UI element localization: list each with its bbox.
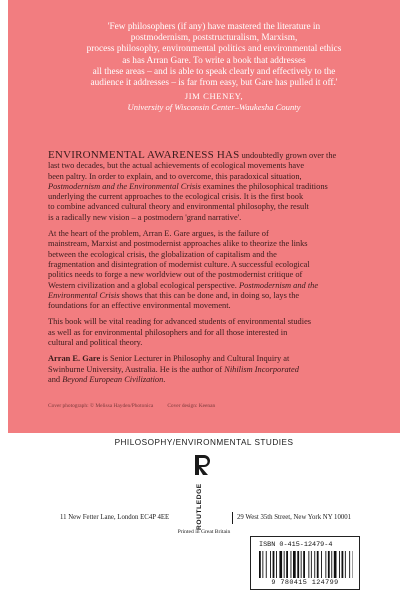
barcode-digits: 9 780415 124799 — [271, 579, 339, 587]
quote-attribution: JIM CHENEY, — [184, 91, 244, 102]
blurb-line: as well as for environmental philosophers and for all those interested in — [48, 327, 288, 337]
blurb-text: . — [163, 374, 166, 384]
blurb-line: last two decades, but the actual achievements of ecological movements have — [48, 161, 305, 171]
publisher-address-london: 11 New Fetter Lane, London EC4P 4EE — [60, 514, 170, 521]
blurb-text: shows that this can be done and, in doing so, lays the — [119, 290, 300, 300]
blurb-lead: ENVIRONMENTAL AWARENESS HAS — [48, 149, 240, 161]
barcode-bar — [317, 551, 319, 578]
design-credit: Cover design: Keenan — [167, 403, 216, 409]
barcode-bar — [293, 551, 296, 578]
barcode-bar — [273, 551, 275, 578]
barcode-bar — [303, 551, 305, 578]
barcode-bar — [328, 551, 330, 578]
barcode-bar — [331, 551, 332, 578]
book-title: Environmental Crisis — [48, 290, 120, 300]
photo-credit: Cover photograph: © Melissa Hayden/Photonica — [48, 403, 154, 409]
barcode-bar — [276, 551, 277, 578]
isbn-number: ISBN 0-415-12479-4 — [259, 541, 333, 549]
blurb-text: undoubtedly grown over the — [239, 151, 337, 160]
book-title: Postmodernism and the — [238, 280, 319, 290]
isbn-barcode — [250, 536, 360, 590]
blurb-line — [48, 182, 378, 192]
blurb-line: mainstream, Marxist and postmodernist approaches alike to theorize the links — [48, 239, 308, 249]
blurb-line: is a radically new vision – a postmodern 'grand narrative'. — [48, 212, 242, 222]
address-divider — [232, 512, 233, 524]
blurb-line — [48, 354, 378, 364]
quote-line: all these areas – and is able to speak clearly and effectively to the — [92, 66, 336, 77]
blurb-line — [48, 375, 378, 385]
printed-in: Printed in Great Britain — [177, 529, 231, 535]
quote-line: process philosophy, environmental politics and environmental ethics — [86, 44, 342, 55]
blurb-line: politics needs to forge a new worldview out of the postmodernist critique of — [48, 270, 303, 280]
blurb-line: between the ecological crisis, the globalization of capitalism and the — [48, 249, 277, 259]
blurb-line — [48, 365, 378, 375]
blurb-text: and — [48, 374, 63, 384]
back-cover — [8, 0, 400, 600]
subject-category: PHILOSOPHY/ENVIRONMENTAL STUDIES — [114, 438, 294, 447]
endorsement-quote — [70, 22, 358, 114]
barcode-bar — [345, 551, 346, 578]
barcode-bar — [297, 551, 299, 578]
book-title: Beyond European Civilization — [62, 374, 164, 384]
barcode-bars — [257, 551, 353, 578]
blurb-paragraph-audience — [48, 317, 378, 348]
blurb-line: to combine advanced cultural theory and environmental philosophy, the result — [48, 202, 309, 212]
barcode-bar — [262, 551, 263, 578]
blurb-text: is Senior Lecturer in Philosophy and Cultural Inquiry at — [100, 354, 290, 364]
barcode-bar — [334, 551, 337, 578]
blurb-text: Swinburne University, Australia. He is the author of — [48, 364, 225, 374]
cover-credits — [48, 403, 215, 409]
barcode-bar — [342, 551, 344, 578]
blurb-line — [48, 291, 378, 301]
barcode-bar — [339, 551, 340, 578]
blurb — [48, 150, 378, 391]
quote-line: as has Arran Gare. To write a book that addresses — [122, 55, 306, 66]
barcode-bar — [286, 551, 288, 578]
barcode-bar — [349, 551, 350, 578]
quote-institution: University of Wisconsin Center–Waukesha County — [127, 102, 301, 113]
barcode-bar — [311, 551, 312, 578]
quote-line: 'Few philosophers (if any) have mastered the literature in — [107, 22, 321, 32]
barcode-bar — [308, 551, 309, 578]
author-name: Arran E. Gare — [48, 354, 101, 364]
barcode-bar — [284, 551, 285, 578]
blurb-paragraph-intro — [48, 150, 378, 223]
blurb-line — [48, 150, 378, 161]
blurb-paragraph-author-bio — [48, 354, 378, 385]
blurb-line: At the heart of the problem, Arran E. Gare argues, is the failure of — [48, 229, 269, 239]
book-title: Nihilism Incorporated — [224, 364, 299, 374]
quote-line: audience it addresses – is far from easy, but Gare has pulled it off.' — [90, 78, 338, 89]
blurb-line: been paltry. In order to explain, and to overcome, this paradoxical situation, — [48, 171, 302, 181]
barcode-bar — [270, 551, 271, 578]
quote-line: postmodernism, poststructuralism, Marxism, — [130, 33, 298, 44]
blurb-line: fragmentation and disintegration of modernist culture. A successful ecological — [48, 259, 310, 269]
barcode-bar — [321, 551, 322, 578]
blurb-line: underlying the current approaches to the ecological crisis. It is the first book — [48, 192, 304, 202]
cover-color-panel — [8, 0, 400, 433]
barcode-bar — [291, 551, 292, 578]
barcode-bar — [301, 551, 302, 578]
blurb-line: foundations for an effective environmental movement. — [48, 301, 231, 311]
barcode-bar — [259, 551, 261, 578]
blurb-paragraph-argument — [48, 229, 378, 311]
barcode-bar — [314, 551, 315, 578]
book-title: Postmodernism and the Environmental Crisis — [48, 181, 201, 191]
barcode-bar — [279, 551, 282, 578]
blurb-text: examines the philosophical traditions — [200, 181, 328, 191]
publisher-name: ROUTLEDGE — [196, 483, 203, 530]
publisher-address-newyork: 29 West 35th Street, New York NY 10001 — [237, 514, 352, 521]
routledge-logo — [191, 453, 213, 477]
barcode-bar — [266, 551, 267, 578]
blurb-text: Western civilization and a global ecological perspective. — [48, 280, 239, 290]
blurb-line: This book will be vital reading for advanced students of environmental studies — [48, 317, 312, 327]
barcode-bar — [325, 551, 326, 578]
blurb-line — [48, 281, 378, 291]
blurb-line: cultural and political theory. — [48, 338, 143, 348]
